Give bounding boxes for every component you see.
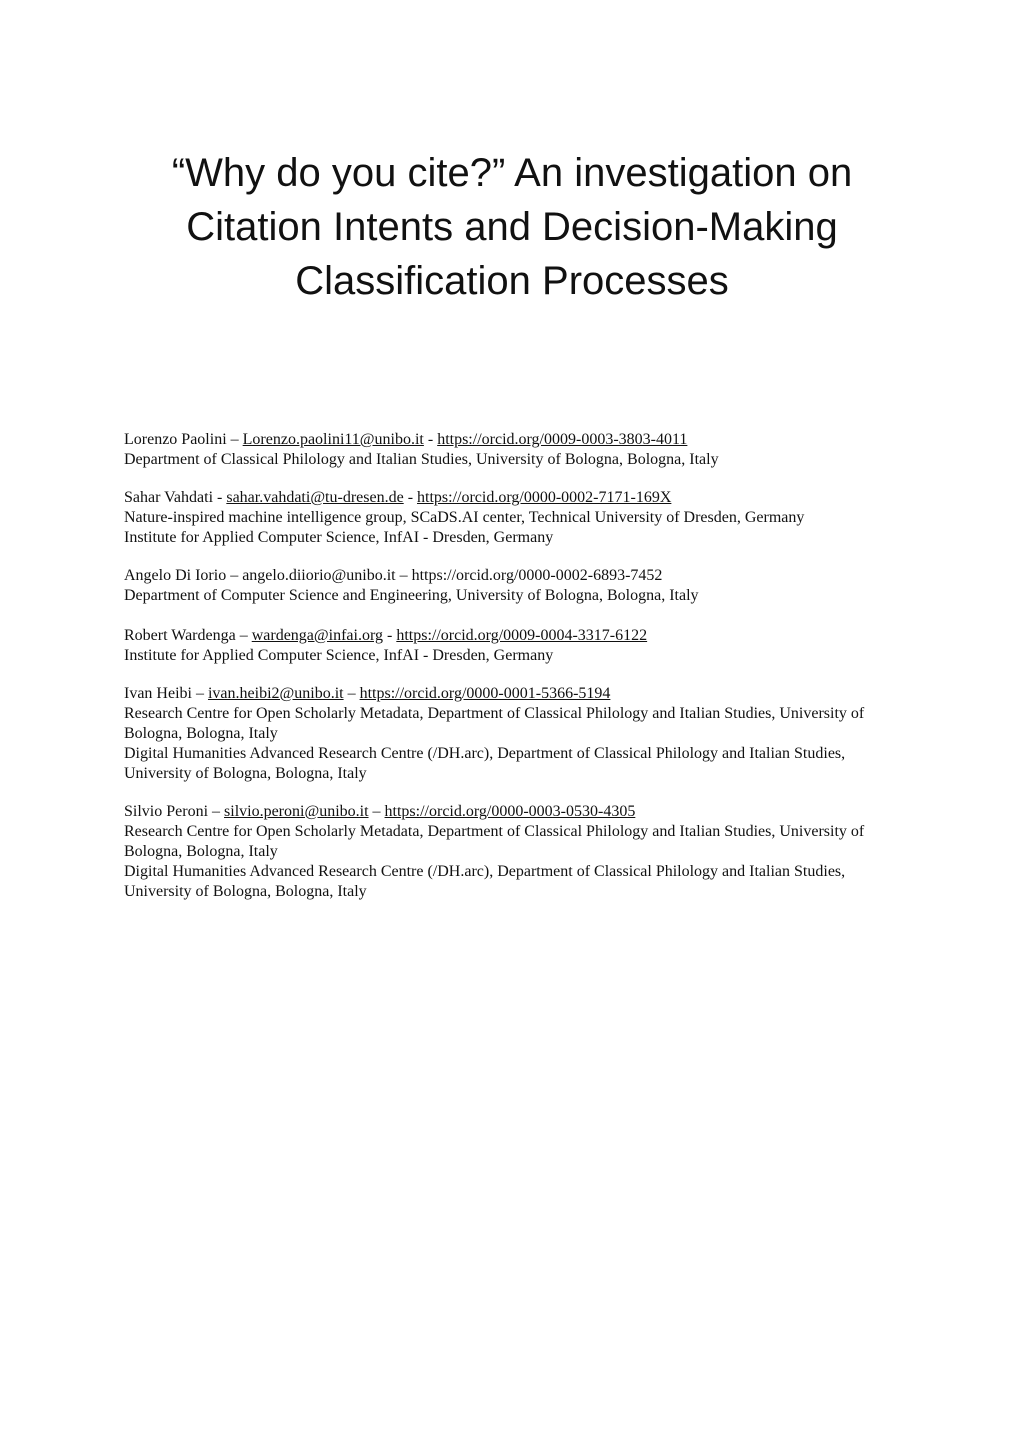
separator: - xyxy=(383,627,397,644)
author-name: Robert Wardenga xyxy=(124,627,236,644)
author-contact-line xyxy=(124,430,914,450)
separator: – xyxy=(343,685,360,702)
separator: - xyxy=(403,489,418,506)
separator: – xyxy=(226,567,243,584)
author-block xyxy=(124,566,914,606)
author-block xyxy=(124,488,914,548)
separator: – xyxy=(191,685,208,702)
author-block xyxy=(124,684,914,784)
author-contact-line xyxy=(124,626,914,646)
paper-title xyxy=(120,146,904,308)
author-contact-line xyxy=(124,802,914,822)
separator: – xyxy=(208,803,225,820)
author-affiliation: Institute for Applied Computer Science, InfAI - Dresden, Germany xyxy=(124,647,554,664)
author-affiliation: Institute for Applied Computer Science, InfAI - Dresden, Germany xyxy=(124,529,554,546)
author-orcid: https://orcid.org/0000-0002-6893-7452 xyxy=(411,567,663,584)
author-affiliation: Department of Classical Philology and Italian Studies, University of Bologna, Bologna, Italy xyxy=(124,451,719,468)
author-affiliation: Digital Humanities Advanced Research Centre (/DH.arc), Department of Classical Philology and Italian Studies, University of Bologna, Bologna, Italy xyxy=(124,745,846,782)
author-orcid-link[interactable]: https://orcid.org/0000-0003-0530-4305 xyxy=(384,803,636,820)
author-orcid-link[interactable]: https://orcid.org/0009-0003-3803-4011 xyxy=(437,431,688,448)
author-email-link[interactable]: wardenga@infai.org xyxy=(251,627,383,644)
separator: – xyxy=(368,803,385,820)
author-name: Ivan Heibi xyxy=(124,685,192,702)
author-contact-line xyxy=(124,566,914,586)
author-orcid-link[interactable]: https://orcid.org/0000-0001-5366-5194 xyxy=(359,685,611,702)
separator: – xyxy=(235,627,252,644)
author-name: Angelo Di Iorio xyxy=(124,567,227,584)
title-line: “Why do you cite?” An investigation on xyxy=(171,151,853,195)
author-affiliation: Research Centre for Open Scholarly Metadata, Department of Classical Philology and Italian Studies, University of Bologna, Bologna, Italy xyxy=(124,705,865,742)
author-email-link[interactable]: sahar.vahdati@tu-dresen.de xyxy=(226,489,404,506)
author-block xyxy=(124,430,914,470)
author-name: Lorenzo Paolini xyxy=(124,431,227,448)
author-email-link[interactable]: ivan.heibi2@unibo.it xyxy=(207,685,344,702)
author-affiliation: Digital Humanities Advanced Research Centre (/DH.arc), Department of Classical Philology and Italian Studies, University of Bologna, Bologna, Italy xyxy=(124,863,846,900)
author-email-link[interactable]: silvio.peroni@unibo.it xyxy=(224,803,369,820)
separator: – xyxy=(395,567,412,584)
author-list xyxy=(124,430,914,920)
author-orcid-link[interactable]: https://orcid.org/0009-0004-3317-6122 xyxy=(396,627,648,644)
separator: – xyxy=(226,431,243,448)
author-affiliation: Research Centre for Open Scholarly Metadata, Department of Classical Philology and Italian Studies, University of Bologna, Bologna, Italy xyxy=(124,823,865,860)
title-line: Classification Processes xyxy=(295,259,729,303)
author-affiliation: Nature-inspired machine intelligence group, SCaDS.AI center, Technical University of Dresden, Germany xyxy=(124,509,805,526)
title-line: Citation Intents and Decision-Making xyxy=(186,205,838,249)
author-affiliation: Department of Computer Science and Engineering, University of Bologna, Bologna, Italy xyxy=(124,587,699,604)
author-block xyxy=(124,626,914,666)
author-contact-line xyxy=(124,488,914,508)
separator: - xyxy=(213,489,227,506)
author-block xyxy=(124,802,914,902)
separator: - xyxy=(423,431,438,448)
author-name: Silvio Peroni xyxy=(124,803,209,820)
author-email-link[interactable]: Lorenzo.paolini11@unibo.it xyxy=(242,431,424,448)
author-contact-line xyxy=(124,684,914,704)
author-name: Sahar Vahdati xyxy=(124,489,214,506)
author-email: angelo.diiorio@unibo.it xyxy=(242,567,396,584)
author-orcid-link[interactable]: https://orcid.org/0000-0002-7171-169X xyxy=(417,489,672,506)
